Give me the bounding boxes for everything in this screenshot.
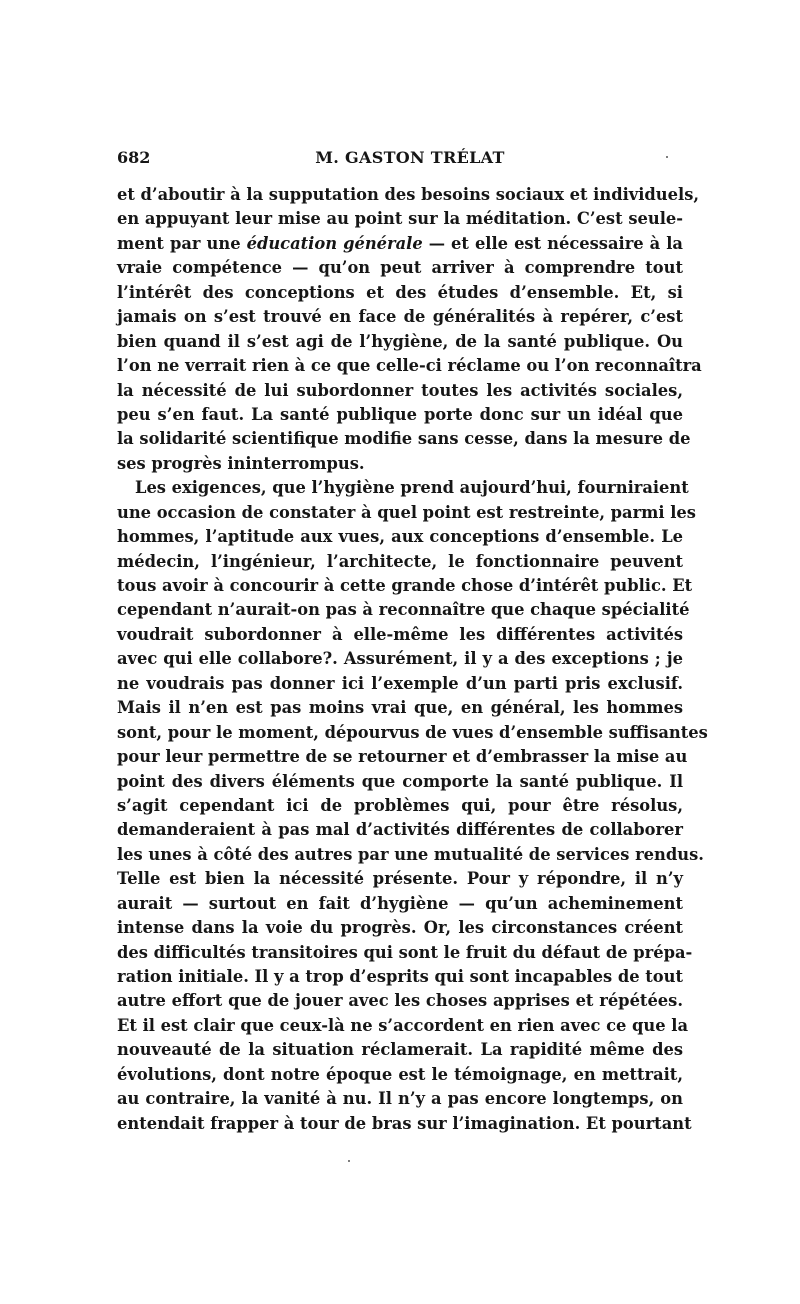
text-line: demanderaient à pas mal d’activités différentes de collaborer — [117, 820, 683, 840]
text-line: sont, pour le moment, dépourvus de vues d’ensemble suffisantes — [117, 722, 708, 742]
text-line: jamais on s’est trouvé en face de généralités à repérer, c’est — [117, 307, 683, 327]
text-line: ration initiale. Il y a trop d’esprits qui sont incapables de tout — [117, 967, 683, 986]
text-line: la nécessité de lui subordonner toutes les activités sociales, — [117, 380, 683, 400]
text-line: ne voudrais pas donner ici l’exemple d’un parti pris exclusif. — [117, 673, 683, 693]
text-line: en appuyant leur mise au point sur la méditation. C’est seule- — [117, 209, 683, 229]
running-title: M. GASTON TRÉLAT — [315, 148, 505, 167]
text-line: s’agit cependant ici de problèmes qui, pour être résolus, — [117, 795, 683, 815]
text-line: Et il est clair que ceux-là ne s’accordent en rien avec ce que la — [117, 1015, 689, 1035]
text-line: et d’aboutir à la supputation des besoins sociaux et individuels, — [117, 185, 700, 204]
text-line: les unes à côté des autres par une mutualité de services rendus. — [117, 844, 704, 864]
paragraph-first-line: Les exigences, que l’hygiène prend aujourd’hui, fourniraient — [135, 478, 689, 498]
text-line: autre effort que de jouer avec les choses apprises et répétées. — [117, 991, 683, 1011]
text-line: évolutions, dont notre époque est le témoignage, en mettrait, — [117, 1064, 683, 1084]
text-line-with-emphasis — [117, 232, 683, 256]
text-line: Telle est bien la nécessité présente. Pour y répondre, il n’y — [117, 869, 683, 889]
paragraph-last-line: ses progrès ininterrompus. — [117, 453, 365, 473]
text-run: — et elle est nécessaire à la — [422, 233, 683, 253]
emphasized-phrase: éducation générale — [246, 233, 423, 253]
scan-speck — [666, 156, 668, 158]
text-line: intense dans la voie du progrès. Or, les circonstances créent — [117, 918, 683, 938]
text-line: Mais il n’en est pas moins vrai que, en général, les hommes — [117, 698, 683, 718]
text-line: aurait — surtout en fait d’hygiène — qu’un acheminement — [117, 893, 683, 913]
text-line: pour leur permettre de se retourner et d’embrasser la mise au — [117, 747, 688, 767]
scan-speck — [348, 1160, 350, 1162]
text-line: la solidarité scientifique modifie sans cesse, dans la mesure de — [117, 429, 691, 449]
text-line: tous avoir à concourir à cette grande chose d’intérêt public. Et — [117, 576, 693, 595]
body-text — [117, 183, 708, 1136]
text-line: voudrait subordonner à elle-même les différentes activités — [117, 624, 683, 644]
text-line: peu s’en faut. La santé publique porte donc sur un idéal que — [117, 404, 683, 424]
text-line: vraie compétence — qu’on peut arriver à comprendre tout — [117, 258, 683, 278]
text-line: hommes, l’aptitude aux vues, aux conceptions d’ensemble. Le — [117, 527, 683, 547]
text-line: entendait frapper à tour de bras sur l’imagination. Et pourtant — [117, 1113, 692, 1133]
text-line: l’on ne verrait rien à ce que celle-ci réclame ou l’on reconnaîtra — [117, 356, 702, 376]
text-line: au contraire, la vanité à nu. Il n’y a pas encore longtemps, on — [117, 1089, 683, 1109]
text-line: cependant n’aurait-on pas à reconnaître que chaque spécialité — [117, 600, 690, 620]
running-head — [117, 148, 683, 170]
text-line: une occasion de constater à quel point est restreinte, parmi les — [117, 502, 696, 522]
text-line: avec qui elle collabore?. Assurément, il y a des exceptions ; je — [117, 649, 683, 669]
text-line: médecin, l’ingénieur, l’architecte, le fonctionnaire peuvent — [117, 551, 683, 571]
text-line: l’intérêt des conceptions et des études d’ensemble. Et, si — [117, 282, 683, 302]
text-line: bien quand il s’est agi de l’hygiène, de la santé publique. Ou — [117, 331, 683, 351]
text-line: des difficultés transitoires qui sont le fruit du défaut de prépa- — [117, 942, 693, 962]
text-run: ment par une — [117, 233, 247, 253]
text-line: point des divers éléments que comporte la santé publique. Il — [117, 771, 683, 791]
text-line: nouveauté de la situation réclamerait. La rapidité même des — [117, 1040, 683, 1060]
page-number: 682 — [117, 148, 151, 167]
